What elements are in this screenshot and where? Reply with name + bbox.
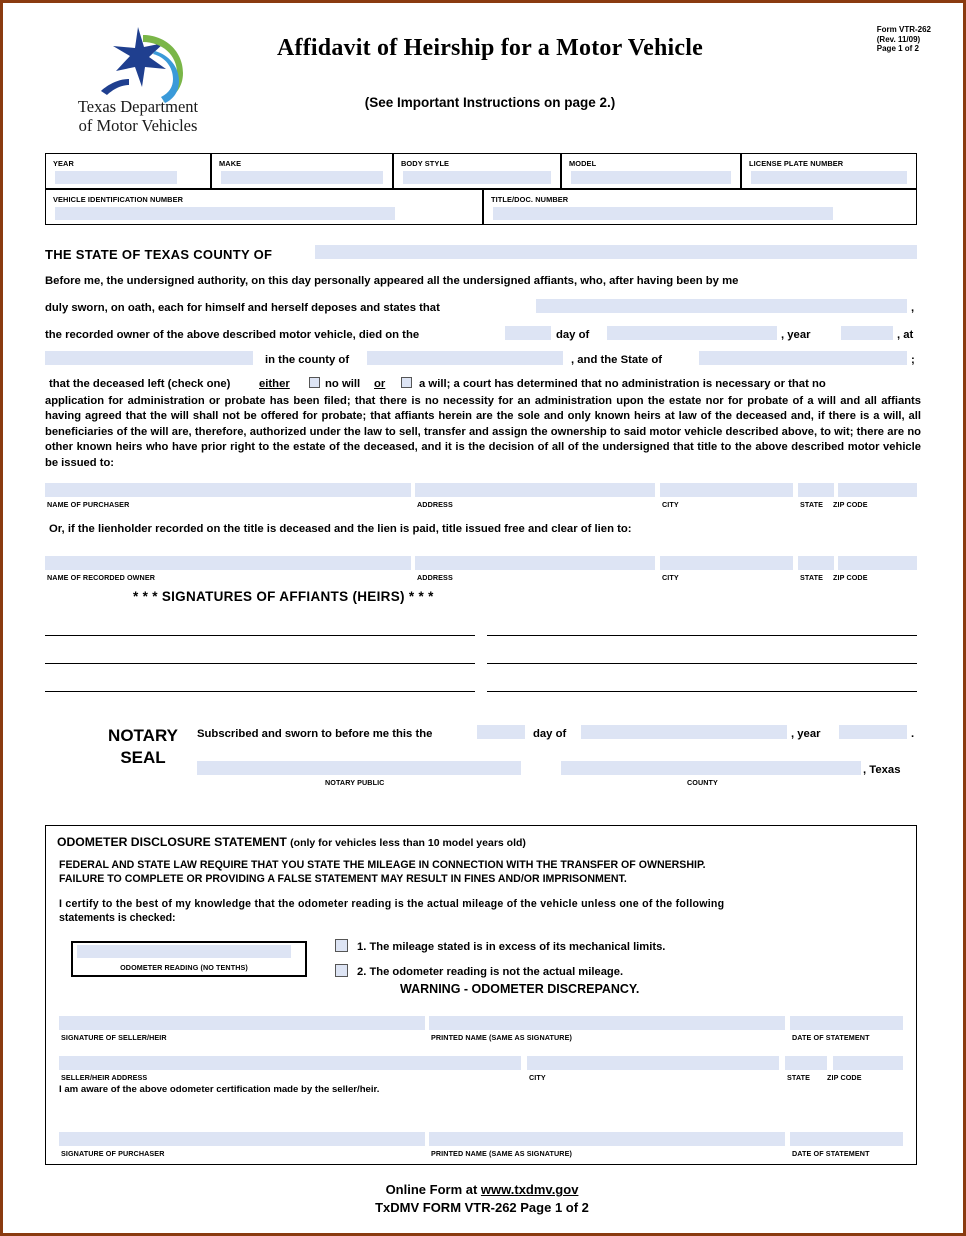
death-county-input[interactable] xyxy=(367,351,563,365)
odometer-option2-checkbox[interactable] xyxy=(335,964,348,977)
form-header xyxy=(15,13,949,143)
death-year-input[interactable] xyxy=(841,326,893,340)
vehicle-titledoc-label: TITLE/DOC. NUMBER xyxy=(491,195,569,204)
agency-name xyxy=(43,97,233,135)
seller-state-input[interactable] xyxy=(785,1056,827,1070)
notary-county-label: COUNTY xyxy=(687,778,718,787)
footer-prefix: Online Form at xyxy=(385,1182,481,1197)
page-title: Affidavit of Heirship for a Motor Vehicle xyxy=(277,35,703,61)
notary-seal-label xyxy=(73,725,213,769)
notary-day-input[interactable] xyxy=(477,725,525,739)
purchaser-address-label: ADDRESS xyxy=(417,500,453,509)
death-day-input[interactable] xyxy=(505,326,551,340)
will-check-line-prefix: that the deceased left (check one) xyxy=(49,378,231,390)
death-state-input[interactable] xyxy=(699,351,907,365)
recorded-owner-address-input[interactable] xyxy=(415,556,655,570)
purchaser-signature-label: SIGNATURE OF PURCHASER xyxy=(61,1149,165,1158)
seller-address-label: SELLER/HEIR ADDRESS xyxy=(61,1073,148,1082)
seller-signature-input[interactable] xyxy=(59,1016,425,1030)
seller-signature-label: SIGNATURE OF SELLER/HEIR xyxy=(61,1033,167,1042)
seller-city-label: CITY xyxy=(529,1073,546,1082)
agency-name-line1: Texas Department xyxy=(77,97,199,116)
notary-month-input[interactable] xyxy=(581,725,787,739)
death-month-input[interactable] xyxy=(607,326,777,340)
notary-public-label: NOTARY PUBLIC xyxy=(325,778,385,787)
recorded-owner-name-label: NAME OF RECORDED OWNER xyxy=(47,573,156,582)
affidavit-line-2a: duly sworn, on oath, each for himself and herself deposes and states that xyxy=(45,302,440,314)
seller-state-label: STATE xyxy=(787,1073,810,1082)
odometer-law-line2: FAILURE TO COMPLETE OR PROVIDING A FALSE STATEMENT MAY RESULT IN FINES AND/OR IMPRISONMENT. xyxy=(59,873,627,885)
notary-day-of-label: day of xyxy=(533,728,567,740)
vehicle-vin-label: VEHICLE IDENTIFICATION NUMBER xyxy=(53,195,184,204)
notary-year-input[interactable] xyxy=(839,725,907,739)
odometer-certify-line2: statements is checked: xyxy=(59,912,176,924)
txdmv-website-link[interactable]: www.txdmv.gov xyxy=(480,1182,579,1197)
vehicle-model-input[interactable] xyxy=(571,171,731,184)
vehicle-model-label: MODEL xyxy=(569,159,597,168)
state-county-label: THE STATE OF TEXAS COUNTY OF xyxy=(45,247,273,262)
purchaser-date-input[interactable] xyxy=(790,1132,903,1146)
affidavit-line-4a: in the county of xyxy=(265,354,350,366)
seller-printed-name-input[interactable] xyxy=(429,1016,785,1030)
page-subtitle: (See Important Instructions on page 2.) xyxy=(364,95,616,110)
notary-texas-suffix: , Texas xyxy=(863,764,901,776)
purchaser-state-input[interactable] xyxy=(798,483,834,497)
seller-zip-label: ZIP CODE xyxy=(827,1073,862,1082)
recorded-owner-zip-label: ZIP CODE xyxy=(833,573,868,582)
form-revision: (Rev. 11/09) xyxy=(876,34,921,44)
agency-name-line2: of Motor Vehicles xyxy=(78,116,198,135)
vehicle-titledoc-input[interactable] xyxy=(493,207,833,220)
will-check-either: either xyxy=(259,378,290,390)
vehicle-make-label: MAKE xyxy=(219,159,242,168)
odometer-reading-label: ODOMETER READING (NO TENTHS) xyxy=(120,963,248,972)
form-meta xyxy=(877,25,931,54)
affiant-signature-line-6[interactable] xyxy=(487,691,917,692)
affiant-signature-line-2[interactable] xyxy=(487,635,917,636)
purchaser-printed-name-label: PRINTED NAME (SAME AS SIGNATURE) xyxy=(431,1149,572,1158)
affiant-signature-line-3[interactable] xyxy=(45,663,475,664)
odometer-certify-line1: I certify to the best of my knowledge that the odometer reading is the actual mileage of the vehicle unless one of the following xyxy=(59,898,725,910)
odometer-heading-note: (only for vehicles less than 10 model years old) xyxy=(290,837,526,849)
signatures-header: * * * SIGNATURES OF AFFIANTS (HEIRS) * * * xyxy=(133,589,434,604)
deceased-name-input[interactable] xyxy=(536,299,907,313)
notary-sworn-text: Subscribed and sworn to before me this the xyxy=(197,728,433,740)
a-will-label: a will; a court has determined that no administration is necessary or that no xyxy=(419,378,826,390)
affidavit-paragraph: application for administration or probate has been filed; that there is no necessity for an administration upon the estate nor for probate of a will and all affiants having agreed that the will shall not be offered for probate; that affiants herein are the sole and only known heirs at law of the deceased and, if there is a will, all beneficiaries of the will are, therefore, authorized under the law to sell, transfer and assign the ownership to said motor vehicle described above, to wit; there are no other known heirs who have prior right to the estate of the deceased, and it is the decision of all of the undersigned that title to the above described motor vehicle be issued to: xyxy=(45,395,921,469)
notary-seal-line1: NOTARY xyxy=(108,726,178,745)
affidavit-line-2-end: , xyxy=(911,302,915,314)
vehicle-year-input[interactable] xyxy=(55,171,177,184)
will-check-or: or xyxy=(374,378,386,390)
odometer-aware-line: I am aware of the above odometer certification made by the seller/heir. xyxy=(59,1084,380,1095)
seller-date-input[interactable] xyxy=(790,1016,903,1030)
odometer-option1-label: 1. The mileage stated is in excess of its mechanical limits. xyxy=(357,941,666,953)
affidavit-line-3c: , year xyxy=(781,329,811,341)
notary-year-label: , year xyxy=(791,728,821,740)
odometer-warning: WARNING - ODOMETER DISCREPANCY. xyxy=(400,982,640,996)
purchaser-zip-input[interactable] xyxy=(838,483,917,497)
affidavit-line-3a: the recorded owner of the above described motor vehicle, died on the xyxy=(45,329,420,341)
affidavit-line-3d: , at xyxy=(897,329,914,341)
affidavit-line-1: Before me, the undersigned authority, on this day personally appeared all the undersigned affiants, who, after having been by me xyxy=(45,275,739,287)
odometer-heading-text: ODOMETER DISCLOSURE STATEMENT xyxy=(57,835,287,849)
no-will-checkbox[interactable] xyxy=(309,377,320,388)
form-footer xyxy=(15,1181,949,1217)
purchaser-name-label: NAME OF PURCHASER xyxy=(47,500,130,509)
notary-seal-line2: SEAL xyxy=(120,748,166,767)
recorded-owner-city-input[interactable] xyxy=(660,556,793,570)
affidavit-line-4c: ; xyxy=(911,354,915,366)
vehicle-vin-input[interactable] xyxy=(55,207,395,220)
purchaser-address-input[interactable] xyxy=(415,483,655,497)
affidavit-line-4b: , and the State of xyxy=(571,354,663,366)
form-sheet xyxy=(15,13,949,1223)
death-place-input[interactable] xyxy=(45,351,253,365)
affiant-signature-line-1[interactable] xyxy=(45,635,475,636)
purchaser-state-label: STATE xyxy=(800,500,823,509)
vehicle-bodystyle-input[interactable] xyxy=(403,171,551,184)
recorded-owner-zip-input[interactable] xyxy=(838,556,917,570)
purchaser-date-label: DATE OF STATEMENT xyxy=(792,1149,870,1158)
vehicle-make-input[interactable] xyxy=(221,171,383,184)
footer-online-form xyxy=(15,1181,949,1199)
odometer-reading-input[interactable] xyxy=(77,945,291,958)
vehicle-plate-label: LICENSE PLATE NUMBER xyxy=(749,159,844,168)
affiant-signature-line-4[interactable] xyxy=(487,663,917,664)
recorded-owner-name-input[interactable] xyxy=(45,556,411,570)
affiant-signature-line-5[interactable] xyxy=(45,691,475,692)
recorded-owner-state-input[interactable] xyxy=(798,556,834,570)
odometer-option2-label: 2. The odometer reading is not the actual mileage. xyxy=(357,966,624,978)
affidavit-line-3b: day of xyxy=(556,329,590,341)
notary-public-input[interactable] xyxy=(197,761,521,775)
footer-form-id: TxDMV FORM VTR-262 Page 1 of 2 xyxy=(375,1200,589,1215)
vehicle-plate-input[interactable] xyxy=(751,171,907,184)
notary-county-input[interactable] xyxy=(561,761,861,775)
notary-period: . xyxy=(911,728,915,740)
lienholder-line: Or, if the lienholder recorded on the title is deceased and the lien is paid, title issued free and clear of lien to: xyxy=(49,523,632,535)
seller-city-input[interactable] xyxy=(527,1056,779,1070)
odometer-heading xyxy=(57,835,526,849)
purchaser-zip-label: ZIP CODE xyxy=(833,500,868,509)
purchaser-city-label: CITY xyxy=(662,500,679,509)
state-county-input[interactable] xyxy=(315,245,917,259)
a-will-checkbox[interactable] xyxy=(401,377,412,388)
recorded-owner-address-label: ADDRESS xyxy=(417,573,453,582)
vehicle-bodystyle-label: BODY STYLE xyxy=(401,159,450,168)
purchaser-city-input[interactable] xyxy=(660,483,793,497)
no-will-label: no will xyxy=(325,378,361,390)
seller-address-input[interactable] xyxy=(59,1056,521,1070)
purchaser-printed-name-input[interactable] xyxy=(429,1132,785,1146)
odometer-law-line1: FEDERAL AND STATE LAW REQUIRE THAT YOU STATE THE MILEAGE IN CONNECTION WITH THE TRANSFER OF OWNERSHIP. xyxy=(59,859,706,871)
seller-zip-input[interactable] xyxy=(833,1056,903,1070)
recorded-owner-state-label: STATE xyxy=(800,573,823,582)
vehicle-year-label: YEAR xyxy=(53,159,74,168)
seller-date-label: DATE OF STATEMENT xyxy=(792,1033,870,1042)
purchaser-name-input[interactable] xyxy=(45,483,411,497)
seller-printed-name-label: PRINTED NAME (SAME AS SIGNATURE) xyxy=(431,1033,572,1042)
recorded-owner-city-label: CITY xyxy=(662,573,679,582)
form-number: Form VTR-262 xyxy=(876,25,931,34)
odometer-option1-checkbox[interactable] xyxy=(335,939,348,952)
form-page-note: Page 1 of 2 xyxy=(876,44,920,53)
purchaser-signature-input[interactable] xyxy=(59,1132,425,1146)
